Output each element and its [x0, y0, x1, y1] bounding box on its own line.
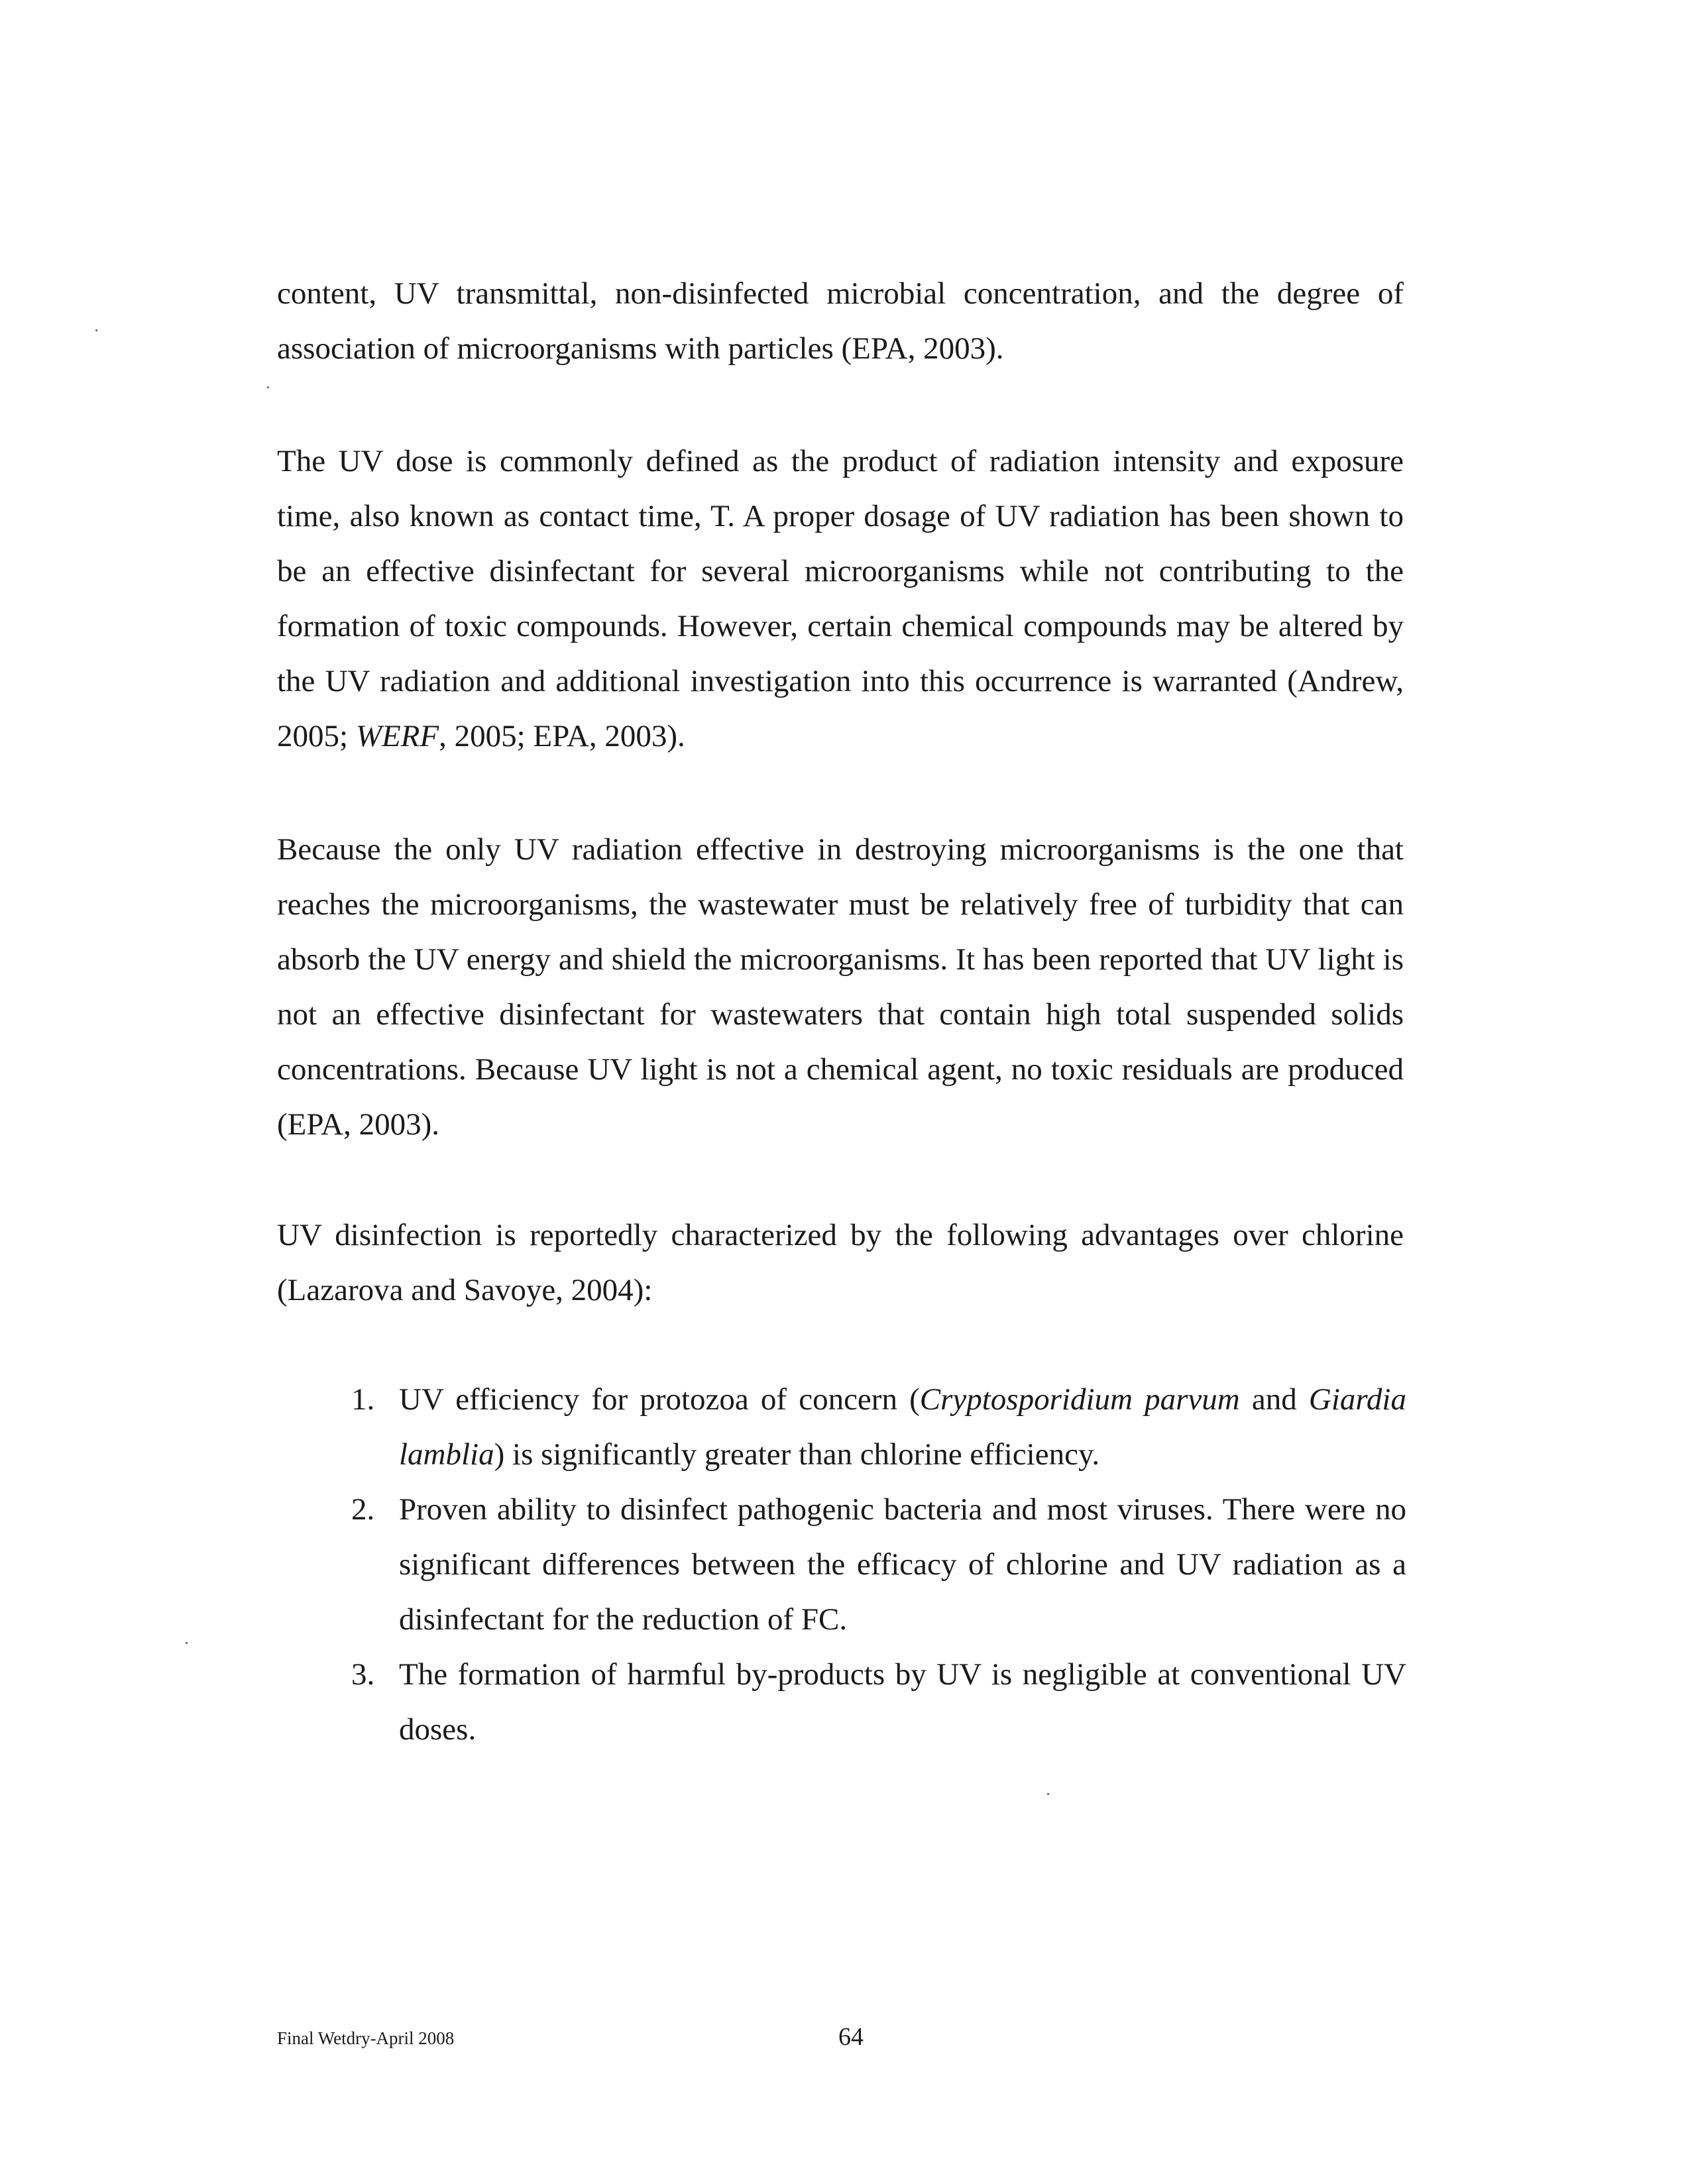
list-item-text: Proven ability to disinfect pathogenic bacteria and most viruses. There were no significant differences between the efficacy of chlorine and UV radiation as a disinfectant for the reduction of FC. — [399, 1492, 1406, 1637]
scan-speck — [267, 386, 269, 388]
paragraph-text: The UV dose is commonly defined as the product of radiation intensity and exposure time, also known as contact time, T. A proper dosage of UV radiation has been shown to be an effective disinfectant for several microorganisms while not contributing to the formation of toxic compounds. However, certain chemical compounds may be altered by the UV radiation and additional investigation into this occurrence is warranted (Andrew, 2005; — [277, 444, 1404, 753]
paragraph-text: Because the only UV radiation effective in destroying microorganisms is the one that reaches the microorganisms, the wastewater must be relatively free of turbidity that can absorb the UV energy and shield the microorganisms. It has been reported that UV light is not an effective disinfectant for wastewaters that contain high total suspended solids concentrations. Because UV light is not a chemical agent, no toxic residuals are produced (EPA, 2003). — [277, 832, 1404, 1142]
list-item-number: 1. — [351, 1382, 375, 1417]
list-item — [351, 1482, 1406, 1647]
list-item — [351, 1372, 1406, 1482]
list-item-text: and — [1239, 1382, 1309, 1417]
paragraph-advantages-intro — [277, 1208, 1404, 1318]
paragraph-text: content, UV transmittal, non-disinfected microbial concentration, and the degree of association of microorganisms with particles (EPA, 2003). — [277, 276, 1404, 366]
paragraph-continuation — [277, 266, 1404, 376]
advantages-list — [351, 1372, 1406, 1757]
italic-species: Cryptosporidium parvum — [919, 1382, 1240, 1417]
paragraph-text: UV disinfection is reportedly characterized by the following advantages over chlorine (Lazarova and Savoye, 2004): — [277, 1218, 1404, 1307]
scan-speck — [1047, 1793, 1049, 1795]
footer-document-title: Final Wetdry-April 2008 — [277, 2028, 455, 2048]
scan-speck — [186, 1642, 188, 1644]
paragraph-text: , 2005; EPA, 2003). — [439, 719, 685, 753]
list-item-text: UV efficiency for protozoa of concern ( — [399, 1382, 920, 1417]
italic-species: Giardia lamblia — [399, 1382, 1406, 1472]
paragraph-turbidity — [277, 822, 1404, 1152]
list-item-number: 2. — [351, 1492, 375, 1527]
list-item-text: The formation of harmful by-products by UV is negligible at conventional UV doses. — [399, 1657, 1406, 1747]
list-item-text: ) is significantly greater than chlorine efficiency. — [494, 1437, 1100, 1472]
italic-citation: WERF — [355, 719, 439, 753]
scan-speck — [95, 329, 97, 331]
paragraph-uv-dose — [277, 434, 1404, 764]
list-item — [351, 1647, 1406, 1757]
list-item-number: 3. — [351, 1657, 375, 1692]
page-number: 64 — [838, 2023, 864, 2051]
